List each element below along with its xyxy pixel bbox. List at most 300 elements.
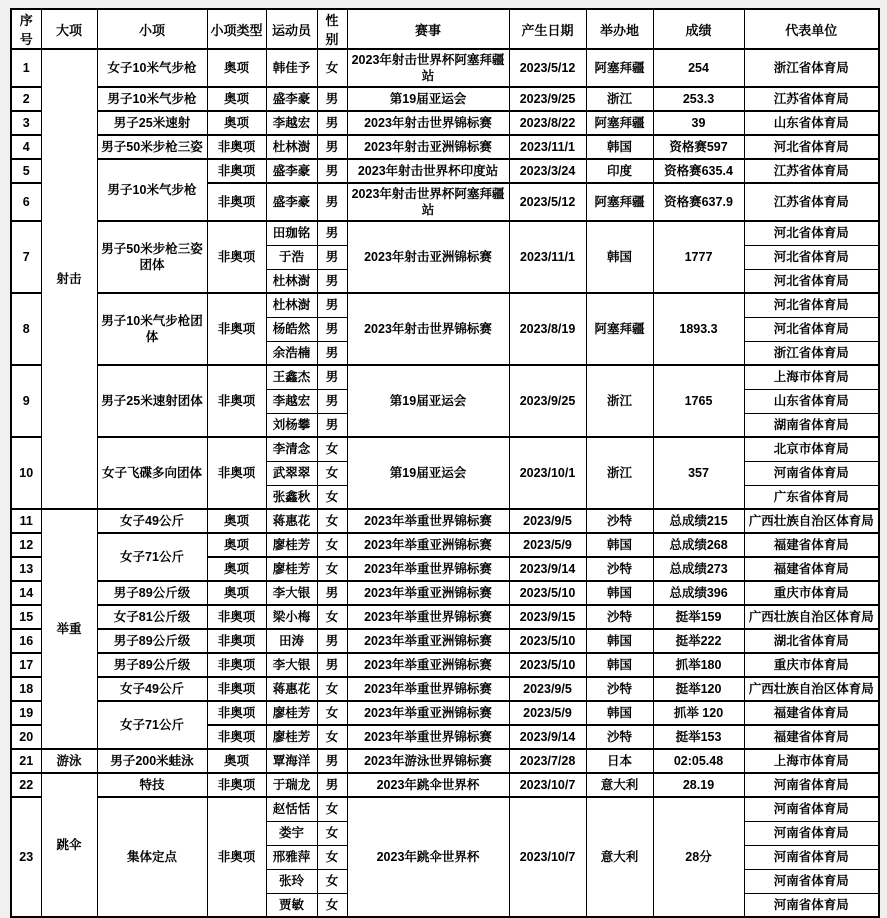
cell-no: 5 <box>11 159 41 183</box>
cell-result: 挺举222 <box>653 629 744 653</box>
cell-unit: 重庆市体育局 <box>744 653 879 677</box>
cell-gender: 女 <box>317 821 347 845</box>
cell-event: 2023年举重世界锦标赛 <box>347 605 509 629</box>
cell-date: 2023/3/24 <box>509 159 586 183</box>
cell-unit: 河南省体育局 <box>744 821 879 845</box>
cell-item: 男子89公斤级 <box>97 581 207 605</box>
cell-result: 28.19 <box>653 773 744 797</box>
cell-unit: 河南省体育局 <box>744 869 879 893</box>
table-row <box>11 701 879 725</box>
cell-venue: 沙特 <box>586 509 653 533</box>
cell-gender: 男 <box>317 159 347 183</box>
cell-result: 1893.3 <box>653 293 744 365</box>
cell-athlete: 于浩 <box>266 245 317 269</box>
column-header-gender: 性别 <box>317 9 347 49</box>
cell-date: 2023/5/10 <box>509 581 586 605</box>
cell-unit: 河北省体育局 <box>744 293 879 317</box>
cell-item: 男子50米步枪三姿 <box>97 135 207 159</box>
cell-unit: 浙江省体育局 <box>744 341 879 365</box>
cell-athlete: 廖桂芳 <box>266 533 317 557</box>
cell-athlete: 蒋惠花 <box>266 677 317 701</box>
cell-item: 女子飞碟多向团体 <box>97 437 207 509</box>
cell-athlete: 李大银 <box>266 581 317 605</box>
cell-venue: 浙江 <box>586 365 653 437</box>
cell-item: 男子10米气步枪 <box>97 87 207 111</box>
cell-event: 2023年举重世界锦标赛 <box>347 677 509 701</box>
table-row <box>11 49 879 87</box>
column-header-date: 产生日期 <box>509 9 586 49</box>
cell-date: 2023/9/25 <box>509 87 586 111</box>
cell-athlete: 余浩楠 <box>266 341 317 365</box>
cell-no: 16 <box>11 629 41 653</box>
cell-gender: 女 <box>317 893 347 917</box>
cell-venue: 浙江 <box>586 87 653 111</box>
cell-no: 4 <box>11 135 41 159</box>
cell-athlete: 梁小梅 <box>266 605 317 629</box>
cell-gender: 女 <box>317 701 347 725</box>
cell-result: 挺举159 <box>653 605 744 629</box>
column-header-event: 赛事 <box>347 9 509 49</box>
cell-no: 2 <box>11 87 41 111</box>
cell-type: 非奥项 <box>207 629 266 653</box>
cell-venue: 阿塞拜疆 <box>586 111 653 135</box>
cell-date: 2023/8/19 <box>509 293 586 365</box>
cell-result: 1777 <box>653 221 744 293</box>
cell-item: 女子71公斤 <box>97 533 207 581</box>
cell-venue: 韩国 <box>586 221 653 293</box>
cell-event: 第19届亚运会 <box>347 87 509 111</box>
cell-unit: 河北省体育局 <box>744 317 879 341</box>
cell-athlete: 蒋惠花 <box>266 509 317 533</box>
cell-athlete: 张鑫秋 <box>266 485 317 509</box>
cell-no: 12 <box>11 533 41 557</box>
cell-unit: 福建省体育局 <box>744 557 879 581</box>
cell-athlete: 田珈铭 <box>266 221 317 245</box>
table-body <box>11 49 879 917</box>
cell-result: 总成绩215 <box>653 509 744 533</box>
cell-event: 2023年举重亚洲锦标赛 <box>347 653 509 677</box>
cell-unit: 广东省体育局 <box>744 485 879 509</box>
cell-venue: 日本 <box>586 749 653 773</box>
table-row <box>11 749 879 773</box>
cell-result: 资格赛635.4 <box>653 159 744 183</box>
cell-no: 19 <box>11 701 41 725</box>
cell-item: 男子200米蛙泳 <box>97 749 207 773</box>
cell-item: 女子49公斤 <box>97 677 207 701</box>
cell-athlete: 武翠翠 <box>266 461 317 485</box>
cell-date: 2023/10/1 <box>509 437 586 509</box>
table-row <box>11 653 879 677</box>
cell-result: 总成绩268 <box>653 533 744 557</box>
cell-athlete: 杨皓然 <box>266 317 317 341</box>
table-row <box>11 135 879 159</box>
cell-type: 非奥项 <box>207 773 266 797</box>
cell-unit: 江苏省体育局 <box>744 183 879 221</box>
cell-type: 奥项 <box>207 533 266 557</box>
cell-unit: 广西壮族自治区体育局 <box>744 677 879 701</box>
cell-venue: 沙特 <box>586 677 653 701</box>
cell-gender: 男 <box>317 365 347 389</box>
cell-athlete: 赵恬恬 <box>266 797 317 821</box>
cell-athlete: 李越宏 <box>266 389 317 413</box>
cell-no: 11 <box>11 509 41 533</box>
cell-gender: 女 <box>317 605 347 629</box>
cell-unit: 河北省体育局 <box>744 245 879 269</box>
cell-result: 总成绩396 <box>653 581 744 605</box>
cell-event <box>347 183 509 221</box>
cell-result: 39 <box>653 111 744 135</box>
table-row <box>11 605 879 629</box>
column-header-type: 小项类型 <box>207 9 266 49</box>
cell-no: 7 <box>11 221 41 293</box>
cell-gender: 女 <box>317 677 347 701</box>
cell-athlete: 覃海洋 <box>266 749 317 773</box>
table-row <box>11 677 879 701</box>
table-row <box>11 159 879 183</box>
cell-unit: 浙江省体育局 <box>744 49 879 87</box>
cell-unit: 重庆市体育局 <box>744 581 879 605</box>
cell-gender: 女 <box>317 557 347 581</box>
cell-item: 男子89公斤级 <box>97 629 207 653</box>
table-row <box>11 629 879 653</box>
table-row <box>11 509 879 533</box>
cell-gender: 男 <box>317 135 347 159</box>
cell-no: 21 <box>11 749 41 773</box>
cell-type: 奥项 <box>207 509 266 533</box>
cell-type: 非奥项 <box>207 221 266 293</box>
column-header-item: 小项 <box>97 9 207 49</box>
cell-result: 资格赛597 <box>653 135 744 159</box>
cell-gender: 女 <box>317 485 347 509</box>
cell-event: 2023年举重亚洲锦标赛 <box>347 533 509 557</box>
cell-date: 2023/11/1 <box>509 221 586 293</box>
cell-gender: 女 <box>317 533 347 557</box>
cell-event: 第19届亚运会 <box>347 365 509 437</box>
cell-item: 女子10米气步枪 <box>97 49 207 87</box>
cell-gender: 女 <box>317 461 347 485</box>
cell-unit: 河南省体育局 <box>744 797 879 821</box>
cell-date: 2023/5/9 <box>509 533 586 557</box>
cell-no: 3 <box>11 111 41 135</box>
cell-date: 2023/5/9 <box>509 701 586 725</box>
cell-no: 18 <box>11 677 41 701</box>
cell-date: 2023/9/15 <box>509 605 586 629</box>
cell-date: 2023/5/12 <box>509 183 586 221</box>
column-header-result: 成绩 <box>653 9 744 49</box>
cell-date: 2023/9/14 <box>509 557 586 581</box>
cell-type: 非奥项 <box>207 159 266 183</box>
cell-event: 2023年射击世界杯印度站 <box>347 159 509 183</box>
cell-result: 357 <box>653 437 744 509</box>
cell-athlete: 娄宇 <box>266 821 317 845</box>
cell-gender: 男 <box>317 341 347 365</box>
cell-date: 2023/5/12 <box>509 49 586 87</box>
cell-unit: 上海市体育局 <box>744 749 879 773</box>
cell-gender: 男 <box>317 653 347 677</box>
cell-result: 挺举153 <box>653 725 744 749</box>
table-row <box>11 365 879 389</box>
cell-gender: 男 <box>317 245 347 269</box>
cell-gender: 男 <box>317 221 347 245</box>
cell-result: 254 <box>653 49 744 87</box>
cell-gender: 女 <box>317 869 347 893</box>
cell-type: 奥项 <box>207 87 266 111</box>
cell-gender: 男 <box>317 413 347 437</box>
cell-venue: 韩国 <box>586 701 653 725</box>
cell-gender: 男 <box>317 629 347 653</box>
header-row <box>11 9 879 49</box>
cell-result: 总成绩273 <box>653 557 744 581</box>
cell-athlete: 贾敏 <box>266 893 317 917</box>
cell-type: 奥项 <box>207 111 266 135</box>
cell-unit: 河南省体育局 <box>744 461 879 485</box>
cell-gender: 男 <box>317 749 347 773</box>
cell-event-text: 2023年射击世界杯阿塞拜疆站 <box>351 186 505 217</box>
cell-unit: 福建省体育局 <box>744 533 879 557</box>
cell-athlete: 刘杨攀 <box>266 413 317 437</box>
cell-venue: 浙江 <box>586 437 653 509</box>
cell-gender: 男 <box>317 773 347 797</box>
cell-no: 23 <box>11 797 41 917</box>
cell-type: 非奥项 <box>207 437 266 509</box>
cell-date: 2023/9/5 <box>509 509 586 533</box>
cell-type: 奥项 <box>207 581 266 605</box>
table-row <box>11 87 879 111</box>
cell-unit: 河南省体育局 <box>744 773 879 797</box>
cell-date: 2023/5/10 <box>509 653 586 677</box>
cell-gender: 男 <box>317 183 347 221</box>
cell-no: 14 <box>11 581 41 605</box>
cell-date: 2023/7/28 <box>509 749 586 773</box>
cell-venue: 韩国 <box>586 135 653 159</box>
cell-date: 2023/11/1 <box>509 135 586 159</box>
cell-gender: 女 <box>317 49 347 87</box>
cell-item: 男子10米气步枪团体 <box>97 293 207 365</box>
cell-item: 女子71公斤 <box>97 701 207 749</box>
cell-unit: 河北省体育局 <box>744 269 879 293</box>
column-header-venue: 举办地 <box>586 9 653 49</box>
cell-item: 女子81公斤级 <box>97 605 207 629</box>
cell-gender: 男 <box>317 87 347 111</box>
cell-event: 2023年射击世界锦标赛 <box>347 293 509 365</box>
cell-type: 非奥项 <box>207 797 266 917</box>
cell-athlete: 杜林澍 <box>266 269 317 293</box>
cell-gender: 男 <box>317 389 347 413</box>
cell-event <box>347 49 509 87</box>
cell-gender: 男 <box>317 269 347 293</box>
cell-venue: 韩国 <box>586 629 653 653</box>
cell-type: 奥项 <box>207 749 266 773</box>
cell-gender: 女 <box>317 437 347 461</box>
cell-result: 253.3 <box>653 87 744 111</box>
column-header-athlete: 运动员 <box>266 9 317 49</box>
cell-venue: 意大利 <box>586 773 653 797</box>
cell-event: 2023年举重亚洲锦标赛 <box>347 629 509 653</box>
table-row <box>11 533 879 557</box>
cell-venue: 韩国 <box>586 533 653 557</box>
cell-athlete: 韩佳予 <box>266 49 317 87</box>
cell-no: 10 <box>11 437 41 509</box>
cell-item: 男子50米步枪三姿团体 <box>97 221 207 293</box>
cell-venue: 阿塞拜疆 <box>586 293 653 365</box>
cell-event: 2023年举重世界锦标赛 <box>347 509 509 533</box>
cell-result: 抓举180 <box>653 653 744 677</box>
cell-gender: 男 <box>317 111 347 135</box>
cell-athlete: 廖桂芳 <box>266 725 317 749</box>
cell-event: 2023年射击亚洲锦标赛 <box>347 221 509 293</box>
cell-event: 2023年射击世界锦标赛 <box>347 111 509 135</box>
column-header-unit: 代表单位 <box>744 9 879 49</box>
cell-no: 1 <box>11 49 41 87</box>
cell-event-text: 2023年射击世界杯阿塞拜疆站 <box>351 52 505 83</box>
cell-item: 男子25米速射团体 <box>97 365 207 437</box>
cell-event: 2023年举重世界锦标赛 <box>347 557 509 581</box>
cell-event: 第19届亚运会 <box>347 437 509 509</box>
cell-gender: 女 <box>317 797 347 821</box>
cell-venue: 沙特 <box>586 557 653 581</box>
cell-date: 2023/8/22 <box>509 111 586 135</box>
cell-type: 非奥项 <box>207 605 266 629</box>
cell-result: 挺举120 <box>653 677 744 701</box>
cell-athlete: 盛李豪 <box>266 159 317 183</box>
cell-athlete: 张玲 <box>266 869 317 893</box>
cell-athlete: 于瑞龙 <box>266 773 317 797</box>
cell-venue: 意大利 <box>586 797 653 917</box>
table-row <box>11 581 879 605</box>
cell-gender: 女 <box>317 845 347 869</box>
cell-type: 非奥项 <box>207 135 266 159</box>
cell-result: 资格赛637.9 <box>653 183 744 221</box>
cell-result: 1765 <box>653 365 744 437</box>
cell-venue: 韩国 <box>586 653 653 677</box>
cell-event: 2023年举重世界锦标赛 <box>347 725 509 749</box>
cell-unit: 河北省体育局 <box>744 135 879 159</box>
cell-result: 02:05.48 <box>653 749 744 773</box>
table-row <box>11 797 879 821</box>
cell-venue: 阿塞拜疆 <box>586 183 653 221</box>
cell-unit: 湖北省体育局 <box>744 629 879 653</box>
cell-type: 非奥项 <box>207 653 266 677</box>
cell-unit: 广西壮族自治区体育局 <box>744 509 879 533</box>
cell-no: 9 <box>11 365 41 437</box>
table-row <box>11 293 879 317</box>
cell-date: 2023/10/7 <box>509 773 586 797</box>
cell-gender: 男 <box>317 317 347 341</box>
cell-date: 2023/5/10 <box>509 629 586 653</box>
cell-gender: 女 <box>317 509 347 533</box>
cell-unit: 山东省体育局 <box>744 389 879 413</box>
cell-event: 2023年射击亚洲锦标赛 <box>347 135 509 159</box>
cell-venue: 阿塞拜疆 <box>586 49 653 87</box>
cell-type: 非奥项 <box>207 725 266 749</box>
cell-unit: 河南省体育局 <box>744 893 879 917</box>
cell-no: 20 <box>11 725 41 749</box>
cell-sport: 游泳 <box>41 749 97 773</box>
cell-venue: 沙特 <box>586 725 653 749</box>
cell-event: 2023年跳伞世界杯 <box>347 773 509 797</box>
column-header-no: 序号 <box>11 9 41 49</box>
cell-unit: 上海市体育局 <box>744 365 879 389</box>
cell-result: 28分 <box>653 797 744 917</box>
cell-result: 抓举 120 <box>653 701 744 725</box>
cell-no: 13 <box>11 557 41 581</box>
cell-date: 2023/9/5 <box>509 677 586 701</box>
cell-item: 男子10米气步枪 <box>97 159 207 221</box>
cell-unit: 北京市体育局 <box>744 437 879 461</box>
cell-unit: 江苏省体育局 <box>744 87 879 111</box>
cell-athlete: 廖桂芳 <box>266 701 317 725</box>
table-row <box>11 773 879 797</box>
cell-athlete: 李大银 <box>266 653 317 677</box>
cell-venue: 印度 <box>586 159 653 183</box>
cell-no: 17 <box>11 653 41 677</box>
table-row <box>11 437 879 461</box>
cell-gender: 男 <box>317 581 347 605</box>
cell-athlete: 廖桂芳 <box>266 557 317 581</box>
cell-type: 非奥项 <box>207 701 266 725</box>
cell-event: 2023年举重亚洲锦标赛 <box>347 701 509 725</box>
cell-unit: 江苏省体育局 <box>744 159 879 183</box>
cell-unit: 河北省体育局 <box>744 221 879 245</box>
cell-athlete: 李清念 <box>266 437 317 461</box>
cell-date: 2023/9/25 <box>509 365 586 437</box>
cell-unit: 广西壮族自治区体育局 <box>744 605 879 629</box>
cell-venue: 韩国 <box>586 581 653 605</box>
cell-unit: 山东省体育局 <box>744 111 879 135</box>
table-row <box>11 111 879 135</box>
cell-athlete: 王鑫杰 <box>266 365 317 389</box>
cell-sport: 射击 <box>41 49 97 509</box>
cell-item: 女子49公斤 <box>97 509 207 533</box>
cell-athlete: 杜林澍 <box>266 135 317 159</box>
cell-event: 2023年举重亚洲锦标赛 <box>347 581 509 605</box>
cell-gender: 男 <box>317 293 347 317</box>
cell-date: 2023/10/7 <box>509 797 586 917</box>
cell-type: 非奥项 <box>207 365 266 437</box>
cell-event: 2023年游泳世界锦标赛 <box>347 749 509 773</box>
cell-athlete: 李越宏 <box>266 111 317 135</box>
cell-event: 2023年跳伞世界杯 <box>347 797 509 917</box>
cell-date: 2023/9/14 <box>509 725 586 749</box>
cell-item: 特技 <box>97 773 207 797</box>
cell-venue: 沙特 <box>586 605 653 629</box>
cell-athlete: 盛李豪 <box>266 87 317 111</box>
cell-type: 非奥项 <box>207 293 266 365</box>
cell-athlete: 邢雅萍 <box>266 845 317 869</box>
cell-gender: 女 <box>317 725 347 749</box>
cell-type: 非奥项 <box>207 183 266 221</box>
cell-type: 奥项 <box>207 49 266 87</box>
cell-no: 8 <box>11 293 41 365</box>
cell-sport: 跳伞 <box>41 773 97 917</box>
cell-item: 集体定点 <box>97 797 207 917</box>
records-table <box>10 8 880 918</box>
cell-unit: 福建省体育局 <box>744 725 879 749</box>
column-header-sport: 大项 <box>41 9 97 49</box>
cell-no: 22 <box>11 773 41 797</box>
cell-unit: 湖南省体育局 <box>744 413 879 437</box>
cell-type: 奥项 <box>207 557 266 581</box>
cell-athlete: 田涛 <box>266 629 317 653</box>
cell-item: 男子89公斤级 <box>97 653 207 677</box>
table-row <box>11 221 879 245</box>
cell-type: 非奥项 <box>207 677 266 701</box>
cell-athlete: 盛李豪 <box>266 183 317 221</box>
cell-no: 6 <box>11 183 41 221</box>
cell-unit: 福建省体育局 <box>744 701 879 725</box>
cell-athlete: 杜林澍 <box>266 293 317 317</box>
cell-no: 15 <box>11 605 41 629</box>
